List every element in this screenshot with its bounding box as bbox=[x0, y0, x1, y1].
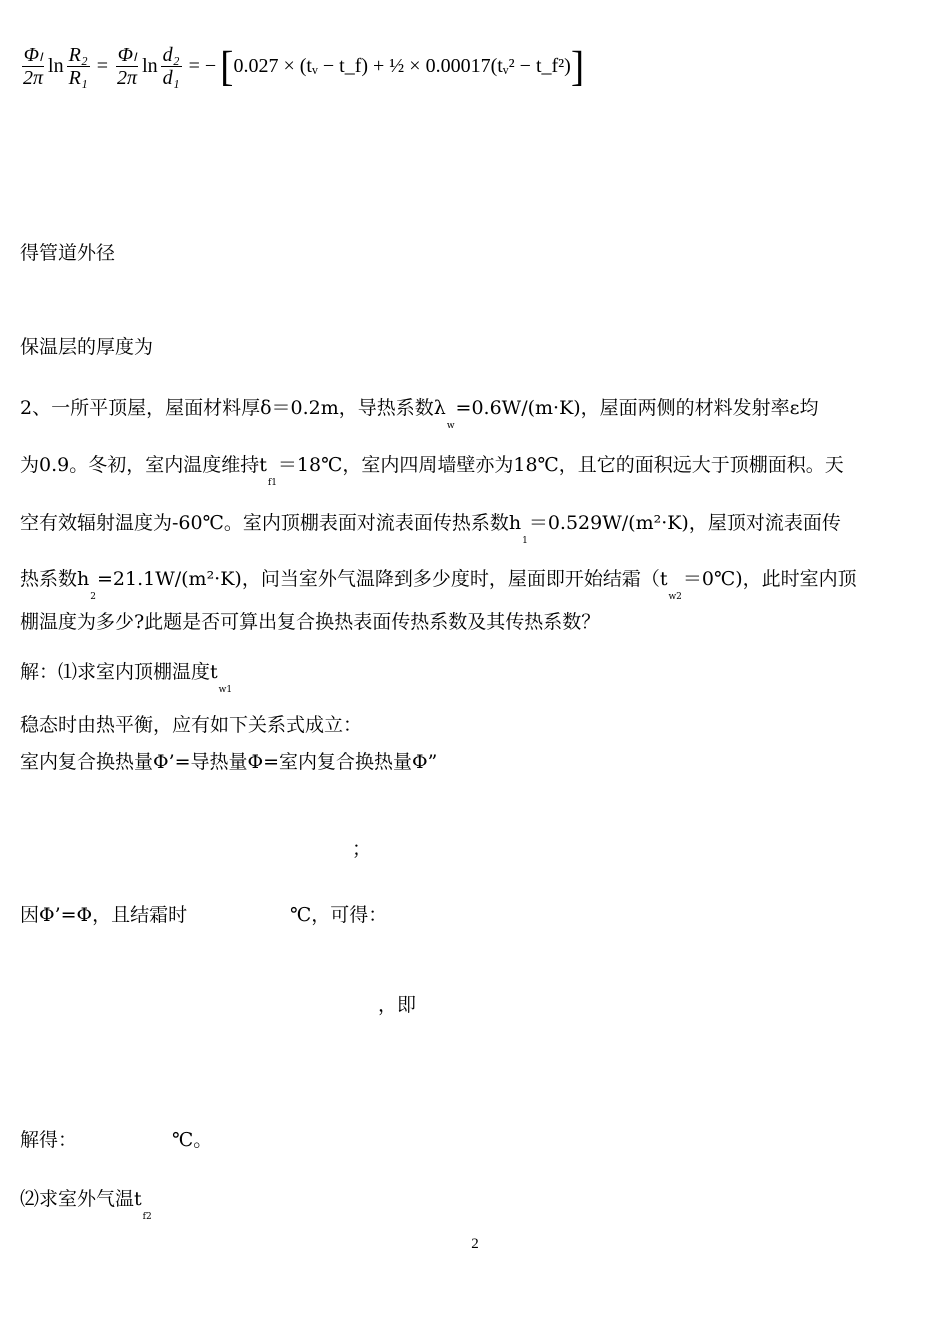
solved-unit: ℃。 bbox=[172, 1129, 213, 1151]
left-bracket: [ bbox=[220, 42, 234, 90]
heat-balance-text: 室内复合换热量Φ’=导热量Φ=室内复合换热量Φ” bbox=[20, 751, 438, 773]
solution-step1: 解：⑴求室内顶棚温度$t_{w1}$ bbox=[20, 661, 233, 695]
fraction-d2-d1: $\frac{\text{d₂}}{\text{d₁}}$ bbox=[162, 44, 180, 89]
problem2-line4: 热系数$h_2=21.1W/(m^2\cdot K)$，问当室外气温降到多少度时，屋面即开始结霜$(t_{w2}=0℃)$，此时室内顶 bbox=[20, 568, 857, 602]
fraction-r2-r1: $\frac{\text{R₂}}{\text{R₁}}$ bbox=[68, 44, 88, 89]
insulation-text: 保温层的厚度为 bbox=[20, 336, 154, 358]
frost-condition-unit: ℃，可得： bbox=[290, 904, 388, 926]
page-number: 2 bbox=[471, 1236, 479, 1252]
fraction-phi-2pi-2: $\frac{\text{Φₗ}}{2\pi}$ bbox=[117, 44, 138, 89]
problem2-line5: 棚温度为多少?此题是否可算出复合换热表面传热系数及其传热系数？ bbox=[20, 611, 601, 633]
problem2-line3: 空有效辐射温度为-60℃。室内顶棚表面对流表面传热系数$h_1=0.529W/(m^2\cdot K)$，屋顶对流表面传 bbox=[20, 512, 841, 546]
ie-text: ，即 bbox=[378, 994, 417, 1016]
steady-state-text: 稳态时由热平衡，应有如下关系式成立： bbox=[20, 714, 363, 736]
problem2-line1: 2、一所平顶屋，屋面材料厚δ＝0.2m，导热系数$\lambda_w=0.6W/(m\cdot K)$，屋面两侧的材料发射率ε均 bbox=[20, 397, 819, 431]
solution-step2: ⑵求室外气温$t_{f2}$ bbox=[20, 1188, 152, 1222]
outer-diameter-text: 得管道外径 bbox=[20, 242, 116, 264]
problem2-line2: 为0.9。冬初，室内温度维持$t_{f1}=18℃$，室内四周墙壁亦为18℃，且它的面积远大于顶棚面积。天 bbox=[20, 454, 844, 488]
fraction-phi-2pi: $\frac{\text{Φₗ}}{2\pi}$ bbox=[23, 44, 44, 89]
heat-loss-equation: $\frac{\text{Φₗ}}{2\pi}$ ln $\frac{\text{R₂}}{\text{R₁}}$ = $\frac{\text{Φₗ}}{2\pi}$ ln $\frac{\text{d₂}}{\text{d₁}}$ = − [ 0.027 × (tᵥ − t_f) + ½ × 0.00017(tᵥ² − t_f²) ] bbox=[23, 42, 585, 90]
right-bracket: ] bbox=[570, 42, 585, 90]
semicolon-text: ； bbox=[352, 838, 372, 860]
frost-condition-text: 因Φ’=Φ，且结霜时 bbox=[20, 904, 188, 926]
bracket-body: 0.027 × (tᵥ − t_f) + ½ × 0.00017(tᵥ² − t_f²) bbox=[233, 55, 571, 77]
solved-text: 解得： bbox=[20, 1129, 78, 1151]
